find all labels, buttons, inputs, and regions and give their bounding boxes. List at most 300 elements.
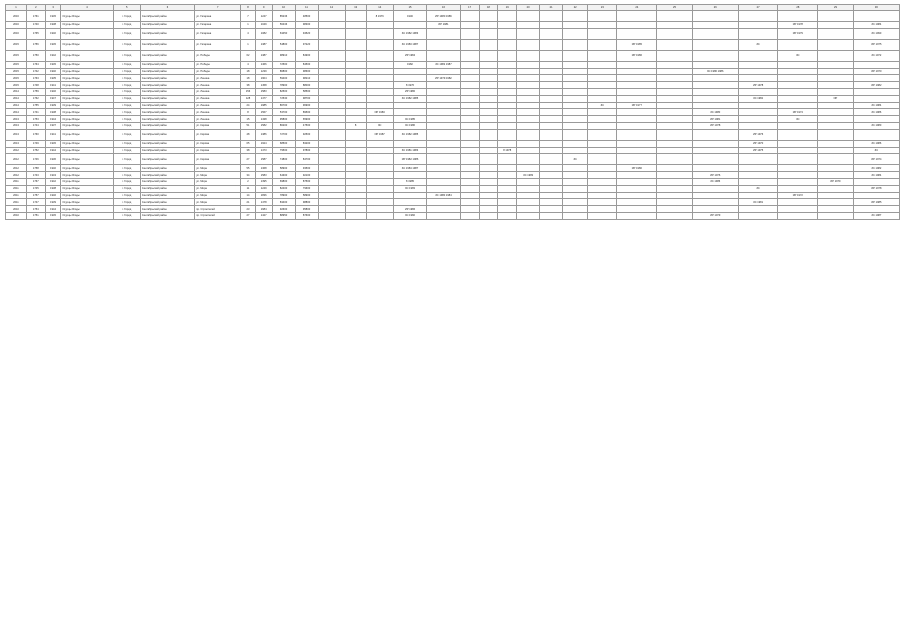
table-cell[interactable] xyxy=(588,206,617,213)
table-cell[interactable]: ИР 1980 1986 xyxy=(427,11,460,22)
table-cell[interactable] xyxy=(517,11,540,22)
table-cell[interactable]: Огурцы Ягоды xyxy=(61,75,113,82)
table-cell[interactable] xyxy=(366,165,393,172)
table-cell[interactable]: 87500 xyxy=(295,178,318,185)
table-cell[interactable] xyxy=(657,212,693,219)
table-cell[interactable]: 27 xyxy=(241,154,256,165)
table-cell[interactable]: 1745 xyxy=(26,185,45,192)
table-cell[interactable] xyxy=(818,116,854,123)
table-cell[interactable]: ЗС xyxy=(738,185,778,192)
table-cell[interactable] xyxy=(588,75,617,82)
table-cell[interactable] xyxy=(692,61,738,68)
table-cell[interactable]: 62 xyxy=(241,50,256,61)
table-cell[interactable]: Сентябрьский район xyxy=(140,122,194,129)
table-cell[interactable]: 1946 xyxy=(45,192,61,199)
table-cell[interactable] xyxy=(692,22,738,29)
table-cell[interactable]: 1985 xyxy=(255,102,272,109)
table-cell[interactable] xyxy=(318,206,345,213)
table-cell[interactable]: Сентябрьский район xyxy=(140,165,194,172)
table-cell[interactable] xyxy=(318,178,345,185)
table-cell[interactable]: 1466 xyxy=(255,61,272,68)
table-cell[interactable]: 78900 xyxy=(272,192,295,199)
table-cell[interactable]: 2015 xyxy=(6,82,27,89)
table-cell[interactable] xyxy=(460,109,479,116)
column-header[interactable]: 1 xyxy=(6,5,27,11)
table-cell[interactable] xyxy=(345,154,366,165)
table-cell[interactable]: 83200 xyxy=(295,140,318,147)
table-cell[interactable] xyxy=(657,140,693,147)
table-cell[interactable] xyxy=(517,212,540,219)
table-cell[interactable]: г. Город xyxy=(113,154,140,165)
table-cell[interactable]: 97800 xyxy=(295,147,318,154)
table-cell[interactable] xyxy=(853,75,899,82)
table-cell[interactable]: 1740 xyxy=(26,22,45,29)
table-cell[interactable]: 98210 xyxy=(295,75,318,82)
table-cell[interactable]: 1387 xyxy=(255,50,272,61)
table-cell[interactable]: 54800 xyxy=(272,39,295,50)
table-cell[interactable] xyxy=(345,185,366,192)
table-cell[interactable] xyxy=(479,68,498,75)
table-cell[interactable]: Огурцы Ягоды xyxy=(61,140,113,147)
table-cell[interactable]: ул. Ленина xyxy=(195,82,241,89)
table-cell[interactable]: 1239 xyxy=(255,68,272,75)
table-cell[interactable]: 69800 xyxy=(272,178,295,185)
table-cell[interactable] xyxy=(818,185,854,192)
table-cell[interactable] xyxy=(498,75,517,82)
table-cell[interactable] xyxy=(366,61,393,68)
table-cell[interactable]: ИР 1979 xyxy=(692,212,738,219)
table-cell[interactable] xyxy=(540,11,563,22)
table-cell[interactable] xyxy=(460,185,479,192)
table-cell[interactable] xyxy=(427,50,460,61)
table-cell[interactable]: 2012 xyxy=(6,165,27,172)
table-cell[interactable]: ЗС 1982 1985 xyxy=(393,129,426,140)
table-cell[interactable]: 1747 xyxy=(26,199,45,206)
table-cell[interactable]: Огурцы Ягоды xyxy=(61,50,113,61)
table-cell[interactable] xyxy=(498,88,517,95)
table-cell[interactable] xyxy=(479,185,498,192)
table-cell[interactable] xyxy=(517,122,540,129)
table-cell[interactable] xyxy=(427,116,460,123)
table-cell[interactable] xyxy=(588,185,617,192)
table-cell[interactable]: ИР 1979 xyxy=(818,178,854,185)
table-cell[interactable] xyxy=(778,206,818,213)
table-cell[interactable]: 18 xyxy=(241,68,256,75)
table-cell[interactable] xyxy=(540,28,563,39)
table-cell[interactable] xyxy=(563,140,588,147)
table-cell[interactable] xyxy=(818,206,854,213)
table-cell[interactable] xyxy=(479,82,498,89)
table-cell[interactable]: 72530 xyxy=(272,95,295,102)
table-cell[interactable] xyxy=(345,172,366,179)
table-cell[interactable]: 48 xyxy=(241,129,256,140)
table-cell[interactable] xyxy=(617,28,657,39)
table-cell[interactable] xyxy=(479,95,498,102)
table-cell[interactable]: 1744 xyxy=(26,122,45,129)
table-cell[interactable]: 1082 xyxy=(255,28,272,39)
table-cell[interactable] xyxy=(460,88,479,95)
table-cell[interactable]: ЗС 1982 1985 xyxy=(393,95,426,102)
table-cell[interactable] xyxy=(657,75,693,82)
table-cell[interactable] xyxy=(563,68,588,75)
table-cell[interactable] xyxy=(588,165,617,172)
table-cell[interactable] xyxy=(738,116,778,123)
table-cell[interactable] xyxy=(345,102,366,109)
column-header[interactable]: 28 xyxy=(778,5,818,11)
table-cell[interactable]: 2015 xyxy=(6,50,27,61)
table-cell[interactable] xyxy=(318,192,345,199)
table-cell[interactable] xyxy=(778,199,818,206)
table-cell[interactable] xyxy=(427,154,460,165)
table-cell[interactable]: ИР 1981 xyxy=(427,22,460,29)
table-cell[interactable]: 55 xyxy=(241,165,256,172)
table-cell[interactable] xyxy=(778,39,818,50)
table-cell[interactable]: 63450 xyxy=(272,28,295,39)
table-cell[interactable] xyxy=(738,88,778,95)
table-cell[interactable]: 1947 xyxy=(45,95,61,102)
table-cell[interactable] xyxy=(617,199,657,206)
table-cell[interactable]: ЗС 1990 xyxy=(853,28,899,39)
table-cell[interactable] xyxy=(540,122,563,129)
table-cell[interactable]: Сентябрьский район xyxy=(140,88,194,95)
table-cell[interactable]: 1944 xyxy=(45,206,61,213)
table-cell[interactable]: 1936 xyxy=(45,154,61,165)
table-cell[interactable]: 2012 xyxy=(6,154,27,165)
table-cell[interactable] xyxy=(692,147,738,154)
table-cell[interactable] xyxy=(318,140,345,147)
table-cell[interactable]: 1478 xyxy=(255,199,272,206)
table-cell[interactable]: 1944 xyxy=(45,147,61,154)
table-cell[interactable]: 1938 xyxy=(45,109,61,116)
table-cell[interactable]: ЗС xyxy=(588,102,617,109)
table-cell[interactable]: 2011 xyxy=(6,199,27,206)
table-cell[interactable] xyxy=(479,75,498,82)
table-cell[interactable] xyxy=(692,129,738,140)
table-cell[interactable]: 1945 xyxy=(45,61,61,68)
table-cell[interactable]: 87600 xyxy=(295,212,318,219)
table-cell[interactable]: г. Город xyxy=(113,116,140,123)
table-cell[interactable] xyxy=(460,68,479,75)
table-cell[interactable] xyxy=(738,75,778,82)
table-cell[interactable] xyxy=(563,212,588,219)
column-header[interactable]: 29 xyxy=(818,5,854,11)
table-cell[interactable]: Огурцы Ягоды xyxy=(61,122,113,129)
column-header[interactable]: 7 xyxy=(195,5,241,11)
table-cell[interactable] xyxy=(657,102,693,109)
column-header[interactable]: 4 xyxy=(61,5,113,11)
table-cell[interactable]: 86200 xyxy=(272,122,295,129)
table-cell[interactable] xyxy=(657,28,693,39)
table-cell[interactable] xyxy=(818,192,854,199)
table-cell[interactable] xyxy=(540,88,563,95)
table-cell[interactable]: ЗС 1981 1983 xyxy=(393,147,426,154)
table-cell[interactable] xyxy=(853,178,899,185)
table-cell[interactable]: г. Город xyxy=(113,95,140,102)
column-header[interactable]: 20 xyxy=(517,5,540,11)
table-cell[interactable] xyxy=(498,82,517,89)
table-cell[interactable] xyxy=(318,28,345,39)
table-cell[interactable] xyxy=(460,122,479,129)
table-cell[interactable] xyxy=(778,212,818,219)
table-cell[interactable]: 1387 xyxy=(255,39,272,50)
table-cell[interactable] xyxy=(588,199,617,206)
table-cell[interactable] xyxy=(498,206,517,213)
table-cell[interactable] xyxy=(657,116,693,123)
table-cell[interactable]: 1751 xyxy=(26,212,45,219)
table-cell[interactable]: Огурцы Ягоды xyxy=(61,102,113,109)
table-cell[interactable] xyxy=(498,199,517,206)
table-cell[interactable] xyxy=(498,22,517,29)
table-cell[interactable]: Сентябрьский район xyxy=(140,154,194,165)
table-cell[interactable] xyxy=(563,116,588,123)
column-header[interactable]: 11 xyxy=(295,5,318,11)
column-header[interactable]: 30 xyxy=(853,5,899,11)
table-cell[interactable] xyxy=(427,129,460,140)
table-cell[interactable]: 1049 xyxy=(255,22,272,29)
table-cell[interactable] xyxy=(318,39,345,50)
table-cell[interactable]: Огурцы Ягоды xyxy=(61,206,113,213)
table-cell[interactable]: 1767 xyxy=(26,178,45,185)
table-cell[interactable] xyxy=(540,140,563,147)
table-cell[interactable]: 1944 xyxy=(45,116,61,123)
table-cell[interactable]: 1939 xyxy=(45,102,61,109)
table-cell[interactable] xyxy=(517,199,540,206)
table-cell[interactable]: ЗС 1972 xyxy=(853,50,899,61)
table-cell[interactable] xyxy=(563,185,588,192)
table-cell[interactable] xyxy=(479,206,498,213)
table-cell[interactable]: 1567 xyxy=(255,109,272,116)
table-cell[interactable]: Сентябрьский район xyxy=(140,82,194,89)
table-cell[interactable] xyxy=(692,95,738,102)
table-cell[interactable]: г. Город xyxy=(113,185,140,192)
table-cell[interactable] xyxy=(738,109,778,116)
table-cell[interactable] xyxy=(479,88,498,95)
table-cell[interactable] xyxy=(460,199,479,206)
table-cell[interactable]: ЗС 1984 1987 xyxy=(393,165,426,172)
table-cell[interactable]: 1937 xyxy=(45,122,61,129)
table-cell[interactable]: 1942 xyxy=(45,178,61,185)
table-cell[interactable] xyxy=(617,154,657,165)
table-cell[interactable] xyxy=(692,28,738,39)
table-cell[interactable] xyxy=(588,116,617,123)
table-cell[interactable] xyxy=(588,88,617,95)
table-cell[interactable] xyxy=(588,178,617,185)
column-header[interactable]: 12 xyxy=(318,5,345,11)
table-cell[interactable]: Огурцы Ягоды xyxy=(61,178,113,185)
table-cell[interactable]: 1761 xyxy=(26,11,45,22)
table-cell[interactable]: 1386 xyxy=(255,129,272,140)
table-cell[interactable] xyxy=(853,61,899,68)
table-cell[interactable]: 79500 xyxy=(272,147,295,154)
table-cell[interactable]: ЗС 1983 xyxy=(517,172,540,179)
table-cell[interactable] xyxy=(588,140,617,147)
table-cell[interactable]: ЗС 1983 1987 xyxy=(393,39,426,50)
table-cell[interactable]: ИР 1985 xyxy=(853,199,899,206)
table-cell[interactable]: Огурцы Ягоды xyxy=(61,11,113,22)
column-header[interactable]: 3 xyxy=(45,5,61,11)
table-cell[interactable] xyxy=(366,28,393,39)
table-cell[interactable] xyxy=(738,165,778,172)
table-cell[interactable] xyxy=(540,109,563,116)
table-cell[interactable] xyxy=(540,95,563,102)
table-cell[interactable] xyxy=(517,82,540,89)
table-cell[interactable] xyxy=(460,154,479,165)
table-cell[interactable]: Сентябрьский район xyxy=(140,172,194,179)
table-cell[interactable] xyxy=(588,68,617,75)
table-cell[interactable]: 98800 xyxy=(295,199,318,206)
table-cell[interactable] xyxy=(427,109,460,116)
table-cell[interactable] xyxy=(853,116,899,123)
table-cell[interactable] xyxy=(617,61,657,68)
table-cell[interactable] xyxy=(318,102,345,109)
table-cell[interactable]: 2014 xyxy=(6,109,27,116)
table-cell[interactable] xyxy=(498,11,517,22)
table-cell[interactable]: 8 1985 xyxy=(393,178,426,185)
table-cell[interactable] xyxy=(479,61,498,68)
table-cell[interactable] xyxy=(818,11,854,22)
table-cell[interactable]: 92100 xyxy=(295,172,318,179)
table-cell[interactable]: ЗС 1982 1987 xyxy=(427,61,460,68)
table-cell[interactable] xyxy=(460,11,479,22)
table-cell[interactable]: 98700 xyxy=(295,95,318,102)
table-cell[interactable] xyxy=(563,199,588,206)
table-cell[interactable] xyxy=(617,68,657,75)
table-cell[interactable]: ИР 1980 xyxy=(617,165,657,172)
table-cell[interactable]: 1764 xyxy=(26,61,45,68)
table-cell[interactable]: ул. Гагарина xyxy=(195,39,241,50)
table-cell[interactable] xyxy=(517,109,540,116)
table-cell[interactable]: 2011 xyxy=(6,178,27,185)
table-cell[interactable]: 1755 xyxy=(26,102,45,109)
table-cell[interactable] xyxy=(540,178,563,185)
table-cell[interactable]: Сентябрьский район xyxy=(140,61,194,68)
table-cell[interactable] xyxy=(366,172,393,179)
table-cell[interactable]: ул. Гагарина xyxy=(195,11,241,22)
table-cell[interactable]: Сентябрьский район xyxy=(140,178,194,185)
table-cell[interactable]: Огурцы Ягоды xyxy=(61,109,113,116)
table-cell[interactable] xyxy=(738,28,778,39)
table-cell[interactable]: ЗС 1983 xyxy=(393,185,426,192)
table-cell[interactable] xyxy=(540,129,563,140)
table-cell[interactable] xyxy=(345,140,366,147)
table-cell[interactable]: ЗС 1982 xyxy=(738,95,778,102)
table-cell[interactable]: 24 xyxy=(241,102,256,109)
table-cell[interactable]: Сентябрьский район xyxy=(140,68,194,75)
table-cell[interactable] xyxy=(517,116,540,123)
table-cell[interactable] xyxy=(318,165,345,172)
table-cell[interactable] xyxy=(460,102,479,109)
table-cell[interactable]: ИР 1977 xyxy=(617,102,657,109)
table-cell[interactable] xyxy=(460,172,479,179)
table-cell[interactable]: ЗС 1980 1986 xyxy=(692,68,738,75)
table-cell[interactable] xyxy=(540,50,563,61)
table-cell[interactable] xyxy=(563,28,588,39)
table-cell[interactable] xyxy=(479,102,498,109)
table-cell[interactable]: г. Город xyxy=(113,50,140,61)
table-cell[interactable]: 1748 xyxy=(26,82,45,89)
table-cell[interactable]: 2012 xyxy=(6,147,27,154)
table-cell[interactable] xyxy=(366,212,393,219)
table-cell[interactable]: Огурцы Ягоды xyxy=(61,22,113,29)
table-cell[interactable]: 1 xyxy=(241,39,256,50)
table-cell[interactable]: ИР 1970 xyxy=(853,68,899,75)
column-header[interactable]: 2 xyxy=(26,5,45,11)
table-cell[interactable]: ИР 1980 xyxy=(393,88,426,95)
table-cell[interactable] xyxy=(617,178,657,185)
table-cell[interactable] xyxy=(657,61,693,68)
column-header[interactable]: 8 xyxy=(241,5,256,11)
table-cell[interactable]: 2016 xyxy=(6,22,27,29)
table-cell[interactable] xyxy=(738,102,778,109)
table-cell[interactable]: 96900 xyxy=(295,102,318,109)
table-cell[interactable]: 2014 xyxy=(6,95,27,102)
table-cell[interactable]: 15 xyxy=(241,116,256,123)
table-cell[interactable] xyxy=(818,88,854,95)
table-cell[interactable]: 86800 xyxy=(272,68,295,75)
table-cell[interactable] xyxy=(617,88,657,95)
table-cell[interactable] xyxy=(427,102,460,109)
table-cell[interactable]: г. Город xyxy=(113,206,140,213)
table-cell[interactable] xyxy=(617,129,657,140)
column-header[interactable]: 26 xyxy=(692,5,738,11)
table-cell[interactable] xyxy=(657,206,693,213)
table-cell[interactable]: г. Город xyxy=(113,75,140,82)
table-cell[interactable] xyxy=(318,212,345,219)
table-cell[interactable]: 2016 xyxy=(6,28,27,39)
table-cell[interactable] xyxy=(366,68,393,75)
column-header[interactable]: 16 xyxy=(427,5,460,11)
table-cell[interactable] xyxy=(853,11,899,22)
table-cell[interactable]: Сентябрьский район xyxy=(140,11,194,22)
column-header[interactable]: 22 xyxy=(563,5,588,11)
table-cell[interactable] xyxy=(853,95,899,102)
table-cell[interactable] xyxy=(738,206,778,213)
table-cell[interactable]: ИР 1972 xyxy=(778,192,818,199)
table-cell[interactable]: г. Город xyxy=(113,212,140,219)
table-cell[interactable] xyxy=(617,95,657,102)
table-cell[interactable] xyxy=(540,39,563,50)
table-cell[interactable]: 1941 xyxy=(45,82,61,89)
table-cell[interactable]: 2015 xyxy=(6,75,27,82)
table-cell[interactable]: 83400 xyxy=(272,199,295,206)
table-cell[interactable]: ИР 1978 xyxy=(853,185,899,192)
table-cell[interactable]: 58900 xyxy=(295,192,318,199)
table-cell[interactable]: Огурцы Ягоды xyxy=(61,154,113,165)
table-cell[interactable] xyxy=(588,122,617,129)
table-cell[interactable]: 156 xyxy=(241,88,256,95)
table-cell[interactable] xyxy=(540,75,563,82)
table-cell[interactable] xyxy=(366,95,393,102)
table-cell[interactable] xyxy=(460,22,479,29)
table-cell[interactable] xyxy=(318,116,345,123)
table-cell[interactable]: 14 xyxy=(241,192,256,199)
table-cell[interactable]: ИР 1976 xyxy=(692,172,738,179)
table-cell[interactable] xyxy=(778,140,818,147)
table-cell[interactable] xyxy=(479,192,498,199)
table-cell[interactable] xyxy=(345,82,366,89)
table-cell[interactable]: 1759 xyxy=(26,88,45,95)
column-header[interactable]: 25 xyxy=(657,5,693,11)
column-header[interactable]: 17 xyxy=(460,5,479,11)
table-cell[interactable]: ул. Ленина xyxy=(195,95,241,102)
table-cell[interactable] xyxy=(460,178,479,185)
table-cell[interactable]: 1753 xyxy=(26,116,45,123)
table-cell[interactable]: ЗС 1980 1984 xyxy=(427,192,460,199)
table-cell[interactable]: ул. Победы xyxy=(195,61,241,68)
table-cell[interactable] xyxy=(517,165,540,172)
table-cell[interactable]: 79600 xyxy=(295,185,318,192)
table-cell[interactable] xyxy=(427,147,460,154)
